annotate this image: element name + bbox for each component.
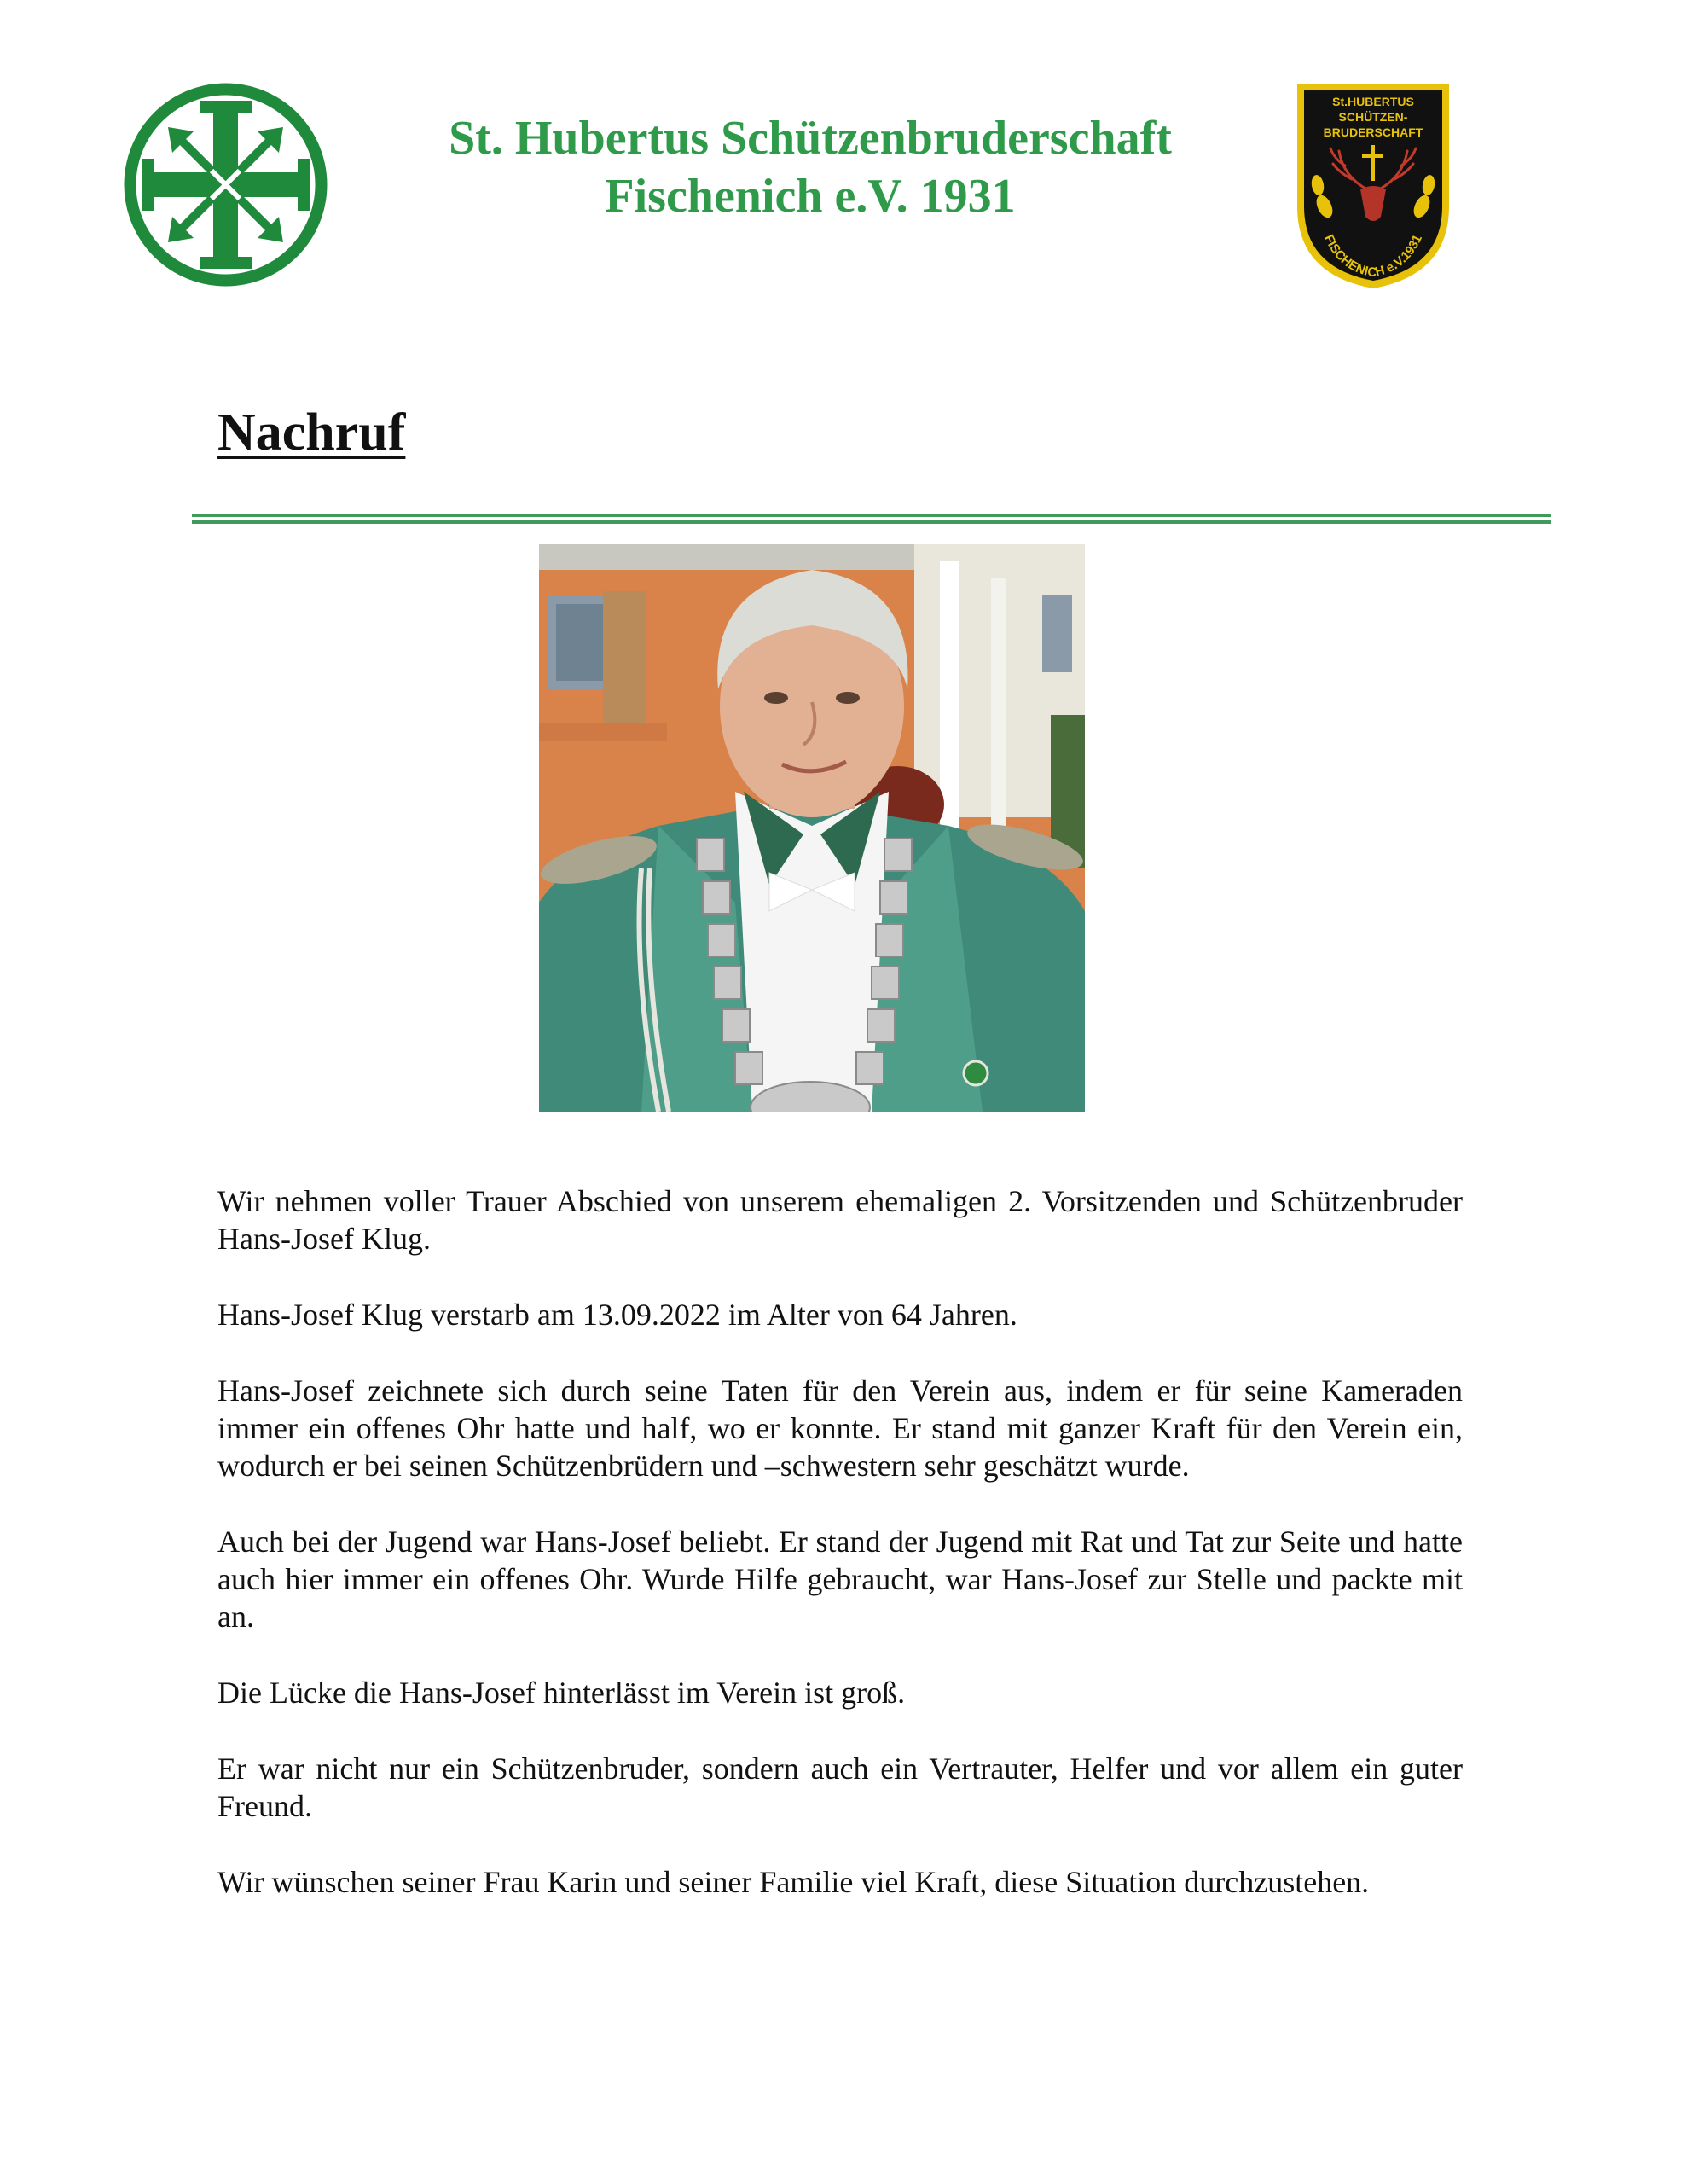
hubertus-deer-crest-icon [1292, 78, 1454, 292]
organization-title [341, 109, 1279, 225]
paragraph-3: Hans-Josef zeichnete sich durch seine Taten für den Verein aus, indem er für seine Kameraden immer ein offenes Ohr hatte und half, wo er konnte. Er stand mit ganzer Kraft für den Verein ein, wodurch er bei seinen Schützenbrüdern und –schwestern sehr geschätzt wurde. [217, 1374, 1463, 1483]
paragraph-7: Wir wünschen seiner Frau Karin und seiner Familie viel Kraft, diese Situation durchzustehen. [217, 1865, 1370, 1899]
svg-text:BRUDERSCHAFT: BRUDERSCHAFT [1323, 125, 1423, 139]
divider [192, 514, 1551, 524]
club-crest-logo [1292, 78, 1454, 292]
obituary-body [217, 1182, 1463, 1939]
paragraph-4: Auch bei der Jugend war Hans-Josef beliebt. Er stand der Jugend mit Rat und Tat zur Seite und hatte auch hier immer ein offenes Ohr. Wurde Hilfe gebraucht, war Hans-Josef zur Stelle und packte mit an. [217, 1525, 1463, 1634]
arrow-cross-emblem-icon [121, 80, 330, 289]
organization-title-line-2: Fischenich e.V. 1931 [605, 170, 1016, 223]
paragraph-5: Die Lücke die Hans-Josef hinterlässt im Verein ist groß. [217, 1676, 906, 1710]
portrait-photo [539, 544, 1085, 1112]
svg-text:St.HUBERTUS: St.HUBERTUS [1332, 95, 1414, 108]
svg-text:FISCHENICH e.V.1931: FISCHENICH e.V.1931 [1321, 232, 1425, 281]
club-emblem-logo [121, 80, 330, 289]
svg-text:SCHÜTZEN-: SCHÜTZEN- [1338, 110, 1408, 124]
paragraph-1: Wir nehmen voller Trauer Abschied von unserem ehemaligen 2. Vorsitzenden und Schützenbruder Hans-Josef Klug. [217, 1184, 1463, 1256]
paragraph-6: Er war nicht nur ein Schützenbruder, sondern auch ein Vertrauter, Helfer und vor allem ein guter Freund. [217, 1751, 1463, 1823]
page-heading: Nachruf [217, 404, 406, 462]
organization-title-line-1: St. Hubertus Schützenbruderschaft [449, 112, 1172, 165]
paragraph-2: Hans-Josef Klug verstarb am 13.09.2022 im Alter von 64 Jahren. [217, 1298, 1017, 1332]
